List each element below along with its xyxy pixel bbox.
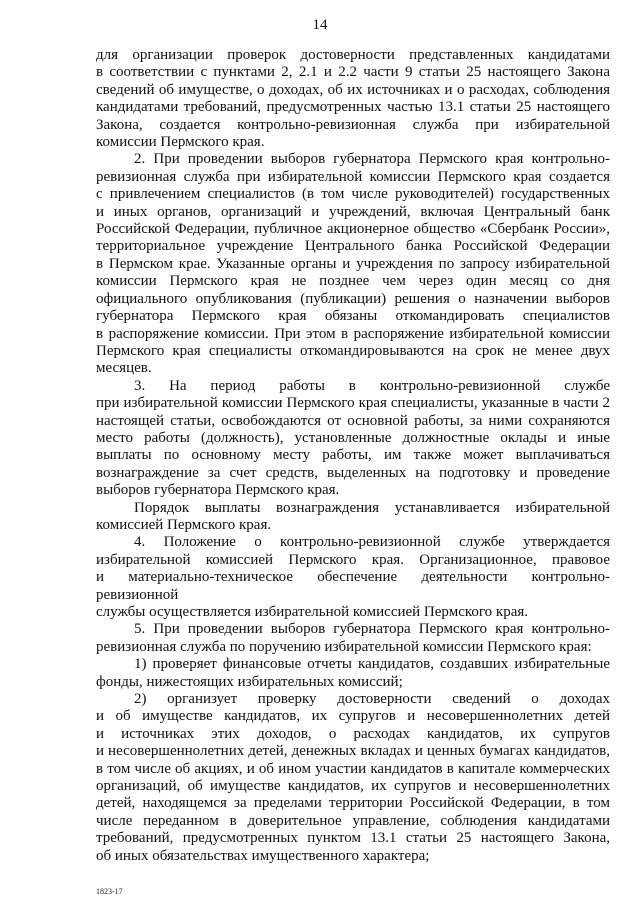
text-line: комиссии Пермского края не позднее чем через один месяц со дня <box>96 273 610 290</box>
document-body <box>96 47 610 865</box>
text-line: об иных обязательствах имущественного характера; <box>96 847 430 864</box>
text-line: вознаграждение за счет средств, выделенных на подготовку и проведение <box>96 464 610 481</box>
text-line: и материально-техническое обеспечение деятельности контрольно-ревизионной <box>96 569 610 603</box>
text-line: в соответствии с пунктами 2, 2.1 и 2.2 части 9 статьи 25 настоящего Закона <box>96 64 610 81</box>
page-number: 14 <box>312 17 328 33</box>
text-line: ревизионная служба при избирательной комиссии Пермского края создается <box>96 168 610 185</box>
text-line: и источниках этих доходов, о расходах кандидатов, их супругов <box>96 725 610 742</box>
text-line: детей, находящемся за пределами территории Российской Федерации, в том <box>96 795 610 812</box>
text-line: требований, предусмотренных пунктом 13.1 статьи 25 настоящего Закона, <box>96 830 610 847</box>
text-line: ревизионная служба по поручению избирательной комиссии Пермского края: <box>96 638 592 655</box>
text-line: место работы (должность), установленные должностные оклады и иные <box>96 429 610 446</box>
text-line: 1) проверяет финансовые отчеты кандидатов, создавших избирательные <box>134 656 610 673</box>
text-line: организаций, об имуществе кандидатов, их супругов и несовершеннолетних <box>96 778 610 795</box>
text-line: губернатора Пермского края обязаны откомандировать специалистов <box>96 308 610 325</box>
paragraph <box>96 656 610 691</box>
text-line: настоящей статьи, освобождаются от основной работы, за ними сохраняются <box>96 412 610 429</box>
text-line: в том числе об акциях, и об ином участии кандидатов в капитале коммерческих <box>96 760 610 777</box>
paragraph <box>96 151 610 377</box>
text-line: комиссией Пермского края. <box>96 516 272 533</box>
text-line: в распоряжение комиссии. При этом в распоряжение избирательной комиссии <box>96 325 610 342</box>
paragraph <box>96 378 610 500</box>
text-line: комиссии Пермского края. <box>96 134 265 151</box>
text-line: при избирательной комиссии Пермского края специалисты, указанные в части 2 <box>96 395 610 412</box>
text-line: кандидатами требований, предусмотренных частью 13.1 статьи 25 настоящего <box>96 99 610 116</box>
text-line: выплаты по основному месту работы, им также может выплачиваться <box>96 447 610 464</box>
text-line: с привлечением специалистов (в том числе руководителей) государственных <box>96 186 610 203</box>
text-line: 3. На период работы в контрольно-ревизионной службе <box>134 377 610 394</box>
paragraph <box>96 47 610 151</box>
text-line: 4. Положение о контрольно-ревизионной службе утверждается <box>134 534 610 551</box>
document-code: 1823-17 <box>96 887 123 896</box>
text-line: в Пермском крае. Указанные органы и учреждения по запросу избирательной <box>96 255 610 272</box>
text-line: службы осуществляется избирательной комиссией Пермского края. <box>96 604 528 620</box>
text-line: 2. При проведении выборов губернатора Пермского края контрольно- <box>134 151 610 168</box>
text-line: 2) организует проверку достоверности сведений о доходах <box>134 691 610 708</box>
text-line: выборов губернатора Пермского края. <box>96 482 340 499</box>
text-line: 5. При проведении выборов губернатора Пермского края контрольно- <box>134 621 610 638</box>
text-line: Закона, создается контрольно-ревизионная служба при избирательной <box>96 116 610 133</box>
text-line: Пермского края специалисты откомандировываются на срок не менее двух <box>96 342 610 359</box>
text-line: сведений об имуществе, о доходах, об их источниках и о расходах, соблюдения <box>96 81 610 98</box>
text-line: числе переданном в доверительное управление, соблюдения кандидатами <box>96 812 610 829</box>
text-line: территориальное учреждение Центрального банка Российской Федерации <box>96 238 610 255</box>
text-line: и несовершеннолетних детей, денежных вкладах и ценных бумагах кандидатов, <box>96 743 610 760</box>
paragraph <box>96 621 610 656</box>
text-line: и об имуществе кандидатов, их супругов и несовершеннолетних детей <box>96 708 610 725</box>
text-line: официального опубликования (публикации) решения о назначении выборов <box>96 290 610 307</box>
text-line: Российской Федерации, публичное акционерное общество «Сбербанк России», <box>96 221 610 238</box>
text-line: для организации проверок достоверности представленных кандидатами <box>96 47 610 63</box>
paragraph <box>96 534 610 621</box>
text-line: Порядок выплаты вознаграждения устанавливается избирательной <box>134 499 610 516</box>
text-line: избирательной комиссией Пермского края. Организационное, правовое <box>96 551 610 568</box>
paragraph <box>96 500 610 535</box>
text-line: месяцев. <box>96 360 152 377</box>
text-line: фонды, нижестоящих избирательных комиссий; <box>96 673 403 690</box>
text-line: и иных органов, организаций и учреждений, включая Центральный банк <box>96 203 610 220</box>
paragraph <box>96 691 610 865</box>
